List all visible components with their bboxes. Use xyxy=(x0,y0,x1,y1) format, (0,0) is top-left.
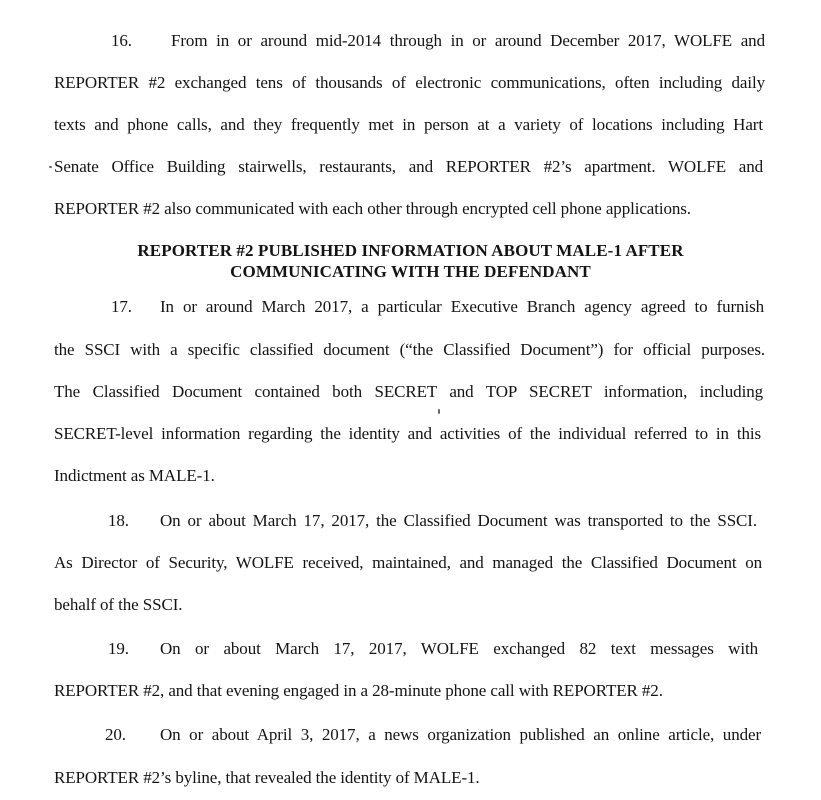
paragraph-line: In or around March 2017, a particular Executive Branch agency agreed to furnish xyxy=(160,297,764,316)
paragraph-line: SECRET-level information regarding the identity and activities of the individual referred to in this xyxy=(54,424,761,443)
paragraph-line: texts and phone calls, and they frequently met in person at a variety of locations including Hart xyxy=(54,115,763,134)
paragraph-number: 19. xyxy=(108,639,129,658)
scan-speck xyxy=(438,409,440,414)
paragraph-line: the SSCI with a specific classified document (“the Classified Document”) for official purposes. xyxy=(54,340,765,359)
section-heading-line-2: COMMUNICATING WITH THE DEFENDANT xyxy=(230,262,591,281)
paragraph-number: 17. xyxy=(111,297,132,316)
paragraph-number: 20. xyxy=(105,725,126,744)
paragraph-line: From in or around mid-2014 through in or around December 2017, WOLFE and xyxy=(171,31,765,50)
paragraph-number: 18. xyxy=(108,511,129,530)
paragraph-line: REPORTER #2, and that evening engaged in a 28-minute phone call with REPORTER #2. xyxy=(54,681,663,700)
paragraph-line: Senate Office Building stairwells, restaurants, and REPORTER #2’s apartment. WOLFE and xyxy=(54,157,763,176)
paragraph-line: The Classified Document contained both SECRET and TOP SECRET information, including xyxy=(54,382,763,401)
paragraph-line: As Director of Security, WOLFE received, maintained, and managed the Classified Document on xyxy=(54,553,762,572)
paragraph-line: REPORTER #2 also communicated with each other through encrypted cell phone applications. xyxy=(54,199,691,218)
paragraph-line: Indictment as MALE-1. xyxy=(54,466,215,485)
paragraph-line: On or about March 17, 2017, WOLFE exchanged 82 text messages with xyxy=(160,639,758,658)
paragraph-line: behalf of the SSCI. xyxy=(54,595,183,614)
paragraph-line: REPORTER #2’s byline, that revealed the identity of MALE-1. xyxy=(54,768,480,787)
paragraph-line: REPORTER #2 exchanged tens of thousands of electronic communications, often including daily xyxy=(54,73,765,92)
paragraph-number: 16. xyxy=(111,31,132,50)
paragraph-line: On or about March 17, 2017, the Classified Document was transported to the SSCI. xyxy=(160,511,757,530)
paragraph-line: On or about April 3, 2017, a news organization published an online article, under xyxy=(160,725,761,744)
section-heading-line-1: REPORTER #2 PUBLISHED INFORMATION ABOUT MALE-1 AFTER xyxy=(137,241,684,260)
scan-speck xyxy=(49,166,52,168)
